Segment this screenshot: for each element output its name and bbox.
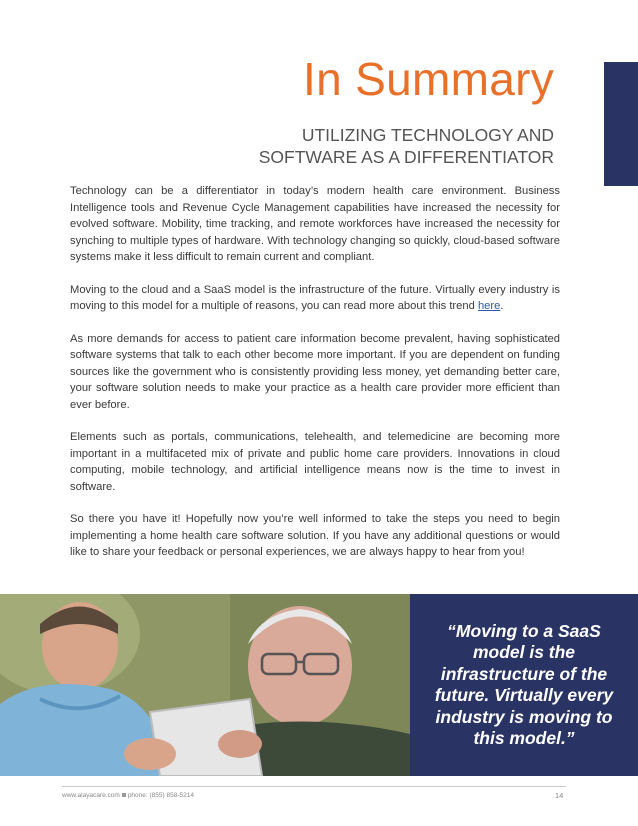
footer-contact	[62, 792, 194, 799]
pull-quote-text: “Moving to a SaaS model is the infrastructure of the future. Virtually every industry is moving to this model.”	[434, 620, 614, 748]
paragraph-2-text: Moving to the cloud and a SaaS model is the infrastructure of the future. Virtually every industry is moving to this model for a multiple of reasons, you can read more about this trend	[70, 283, 560, 312]
caregiver-patient-photo	[0, 594, 410, 776]
footer-website[interactable]: www.alayacare.com	[62, 792, 120, 799]
here-link[interactable]: here	[477, 300, 501, 312]
paragraph-1: Technology can be a differentiator in today’s modern health care environment. Business Intelligence tools and Revenue Cycle Management capabilities have increased the necessity for evolved software. Mobility, time tracking, and remote workforces have increased the necessity for synching to multiple types of hardware. With technology changing so quickly, cloud-based software systems make it less difficult to remain current and compliant.	[70, 185, 560, 263]
paragraph-4: Elements such as portals, communications, telehealth, and telemedicine are becoming more important in a multifaceted mix of private and public home care providers. Innovations in cloud computing, mobile technology, and artificial intelligence means now is the time to invest in software.	[70, 431, 560, 493]
paragraph-2-end: .	[500, 300, 504, 312]
page-number: 14	[555, 791, 564, 800]
footer-phone: phone: (855) 858-5214	[127, 792, 194, 799]
pull-quote-box	[410, 594, 638, 776]
paragraph-2	[70, 282, 560, 315]
page-subtitle	[194, 124, 554, 168]
body-text	[70, 183, 560, 577]
subtitle-line-1: UTILIZING TECHNOLOGY AND	[301, 125, 554, 145]
photo-illustration	[0, 594, 410, 776]
side-tab-marker	[604, 62, 638, 186]
footer-separator-icon	[122, 793, 126, 797]
subtitle-line-2: SOFTWARE AS A DIFFERENTIATOR	[258, 147, 554, 167]
paragraph-5: So there you have it! Hopefully now you’re well informed to take the steps you need to begin implementing a home health care software solution. If you have any additional questions or would like to share your feedback or personal experiences, we are always happy to hear from you!	[70, 513, 560, 558]
paragraph-3: As more demands for access to patient care information become prevalent, having sophisticated software systems that talk to each other become more important. If you are dependent on funding sources like the government who is consistently providing less money, yet demanding better care, your software solution needs to make your practice as a health care provider more efficient than ever before.	[70, 332, 560, 411]
footer-divider	[62, 786, 566, 787]
page-title: In Summary	[303, 53, 554, 105]
